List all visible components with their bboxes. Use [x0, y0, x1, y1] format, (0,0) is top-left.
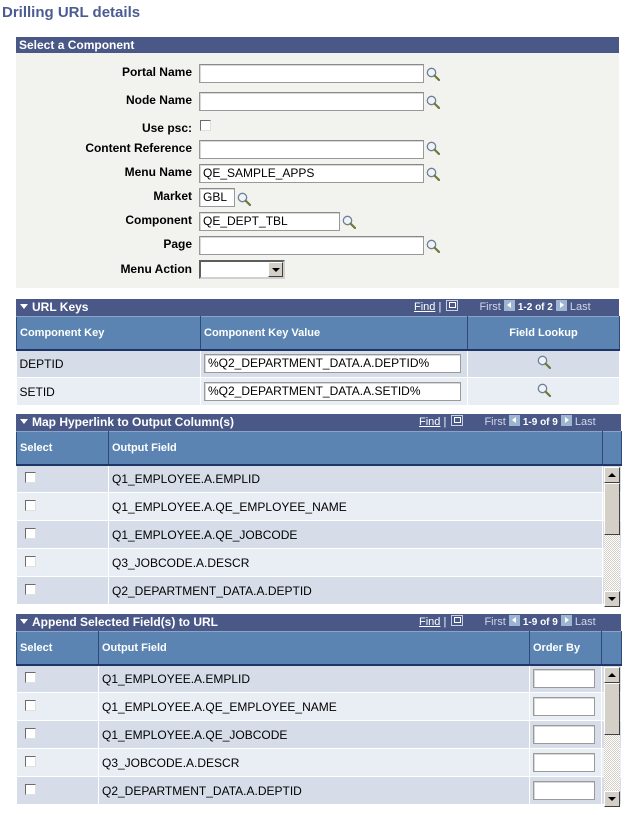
- order-by-input[interactable]: [533, 753, 595, 772]
- grid-title: Map Hyperlink to Output Column(s): [32, 415, 234, 429]
- output-field-cell: Q2_DEPARTMENT_DATA.A.DEPTID: [99, 777, 530, 805]
- node-name-label: Node Name: [125, 93, 192, 107]
- order-by-input[interactable]: [533, 697, 595, 716]
- component-lookup-icon[interactable]: [342, 215, 356, 229]
- table-row: [17, 693, 622, 721]
- first-label: First: [484, 416, 506, 428]
- output-field-cell: Q1_EMPLOYEE.A.EMPLID: [109, 465, 603, 493]
- output-field-cell: Q3_JOBCODE.A.DESCR: [109, 549, 603, 577]
- grid-title-bar: [16, 299, 619, 316]
- view-all-icon[interactable]: [451, 415, 463, 426]
- market-input[interactable]: GBL: [199, 188, 235, 207]
- grid-title-bar: [16, 614, 621, 631]
- node-name-lookup-icon[interactable]: [426, 95, 440, 109]
- collapse-icon[interactable]: [20, 619, 28, 624]
- market-label: Market: [153, 189, 192, 203]
- next-icon[interactable]: [556, 300, 567, 311]
- column-header-order-by: Order By: [530, 632, 602, 665]
- scroll-up-icon[interactable]: [604, 667, 620, 683]
- chevron-down-icon[interactable]: [268, 262, 283, 277]
- select-checkbox[interactable]: [25, 472, 36, 483]
- page-lookup-icon[interactable]: [426, 239, 440, 253]
- field-lookup-icon[interactable]: [537, 355, 551, 369]
- grid-navigation: Find | First 1-9 of 9 Last: [419, 416, 596, 428]
- node-name-input[interactable]: [199, 92, 424, 111]
- scroll-up-icon[interactable]: [604, 467, 620, 483]
- url-keys-table: [16, 316, 620, 406]
- collapse-icon[interactable]: [20, 419, 28, 424]
- previous-icon[interactable]: [509, 615, 520, 626]
- scroll-down-icon[interactable]: [604, 791, 620, 807]
- row-range: 1-9 of 9: [522, 617, 558, 628]
- grid-title-bar: [16, 414, 621, 431]
- append-fields-grid: [16, 614, 621, 805]
- output-field-cell: Q1_EMPLOYEE.A.EMPLID: [99, 665, 530, 693]
- select-checkbox[interactable]: [25, 700, 36, 711]
- content-reference-lookup-icon[interactable]: [426, 141, 440, 155]
- row-range: 1-2 of 2: [517, 302, 553, 313]
- row-range: 1-9 of 9: [522, 417, 558, 428]
- order-by-input[interactable]: [533, 669, 595, 688]
- field-lookup-icon[interactable]: [537, 383, 551, 397]
- vertical-scrollbar[interactable]: [604, 667, 620, 807]
- page-title: Drilling URL details: [2, 4, 141, 21]
- select-checkbox[interactable]: [25, 672, 36, 683]
- table-row: [17, 721, 622, 749]
- component-key-cell: SETID: [17, 378, 201, 406]
- portal-name-input[interactable]: [199, 64, 424, 83]
- next-icon[interactable]: [561, 415, 572, 426]
- use-psc-label: Use psc:: [141, 121, 192, 135]
- section-header: Select a Component: [16, 37, 619, 53]
- page-label: Page: [163, 237, 192, 251]
- scrollbar-thumb[interactable]: [604, 483, 620, 535]
- map-hyperlink-grid: [16, 414, 621, 605]
- find-link[interactable]: Find: [419, 416, 441, 428]
- component-input[interactable]: QE_DEPT_TBL: [199, 212, 340, 231]
- vertical-scrollbar[interactable]: [604, 467, 620, 607]
- append-fields-table: [16, 631, 622, 805]
- select-checkbox[interactable]: [25, 584, 36, 595]
- map-hyperlink-table: [16, 431, 622, 605]
- select-checkbox[interactable]: [25, 784, 36, 795]
- grid-navigation: Find | First 1-2 of 2 Last: [414, 301, 591, 313]
- table-row: [17, 749, 622, 777]
- select-checkbox[interactable]: [25, 556, 36, 567]
- menu-name-input[interactable]: QE_SAMPLE_APPS: [199, 164, 424, 183]
- grid-title: URL Keys: [32, 300, 89, 314]
- table-row: [17, 665, 622, 693]
- table-row: [17, 493, 622, 521]
- column-header-select: Select: [17, 432, 109, 465]
- output-field-cell: Q2_DEPARTMENT_DATA.A.DEPTID: [109, 577, 603, 605]
- collapse-icon[interactable]: [20, 304, 28, 309]
- menu-action-select[interactable]: [199, 260, 285, 279]
- output-field-cell: Q1_EMPLOYEE.A.QE_JOBCODE: [109, 521, 603, 549]
- grid-title: Append Selected Field(s) to URL: [32, 615, 219, 629]
- component-key-value-input[interactable]: %Q2_DEPARTMENT_DATA.A.SETID%: [204, 382, 461, 401]
- component-label: Component: [125, 213, 192, 227]
- column-header-output-field: Output Field: [109, 432, 603, 465]
- column-header-field-lookup: Field Lookup: [468, 317, 620, 350]
- find-link[interactable]: Find: [414, 301, 436, 313]
- table-row: [17, 777, 622, 805]
- column-header-component-key-value: Component Key Value: [201, 317, 468, 350]
- portal-name-label: Portal Name: [121, 65, 192, 79]
- last-label: Last: [574, 416, 596, 428]
- output-field-cell: Q3_JOBCODE.A.DESCR: [99, 749, 530, 777]
- scroll-down-icon[interactable]: [604, 591, 620, 607]
- select-checkbox[interactable]: [25, 528, 36, 539]
- table-row: [17, 577, 622, 605]
- table-row: [17, 350, 620, 378]
- market-lookup-icon[interactable]: [237, 192, 251, 206]
- previous-icon[interactable]: [509, 415, 520, 426]
- view-all-icon[interactable]: [446, 300, 458, 311]
- order-by-input[interactable]: [533, 725, 595, 744]
- component-key-value-input[interactable]: %Q2_DEPARTMENT_DATA.A.DEPTID%: [204, 354, 461, 373]
- output-field-cell: Q1_EMPLOYEE.A.QE_EMPLOYEE_NAME: [99, 693, 530, 721]
- first-label: First: [484, 616, 506, 628]
- output-field-cell: Q1_EMPLOYEE.A.QE_EMPLOYEE_NAME: [109, 493, 603, 521]
- column-header-select: Select: [17, 632, 99, 665]
- content-reference-label: Content Reference: [85, 141, 192, 155]
- url-keys-grid: [16, 299, 619, 406]
- previous-icon[interactable]: [504, 300, 515, 311]
- table-row: [17, 521, 622, 549]
- output-field-cell: Q1_EMPLOYEE.A.QE_JOBCODE: [99, 721, 530, 749]
- content-reference-input[interactable]: [199, 140, 424, 159]
- select-checkbox[interactable]: [25, 500, 36, 511]
- order-by-input[interactable]: [533, 781, 595, 800]
- next-icon[interactable]: [561, 615, 572, 626]
- menu-name-label: Menu Name: [124, 165, 192, 179]
- portal-name-lookup-icon[interactable]: [426, 67, 440, 81]
- use-psc-checkbox[interactable]: [200, 120, 211, 131]
- component-key-cell: DEPTID: [17, 350, 201, 378]
- table-row: [17, 549, 622, 577]
- scrollbar-thumb[interactable]: [604, 683, 620, 735]
- select-checkbox[interactable]: [25, 756, 36, 767]
- page-input[interactable]: [199, 236, 424, 255]
- find-link[interactable]: Find: [419, 616, 441, 628]
- view-all-icon[interactable]: [451, 615, 463, 626]
- column-header-output-field: Output Field: [99, 632, 530, 665]
- table-row: [17, 465, 622, 493]
- last-label: Last: [574, 616, 596, 628]
- last-label: Last: [569, 301, 591, 313]
- select-component-section: [16, 37, 619, 288]
- select-checkbox[interactable]: [25, 728, 36, 739]
- grid-navigation: Find | First 1-9 of 9 Last: [419, 616, 596, 628]
- menu-name-lookup-icon[interactable]: [426, 167, 440, 181]
- menu-action-label: Menu Action: [120, 262, 192, 276]
- table-row: [17, 378, 620, 406]
- column-header-component-key: Component Key: [17, 317, 201, 350]
- first-label: First: [479, 301, 501, 313]
